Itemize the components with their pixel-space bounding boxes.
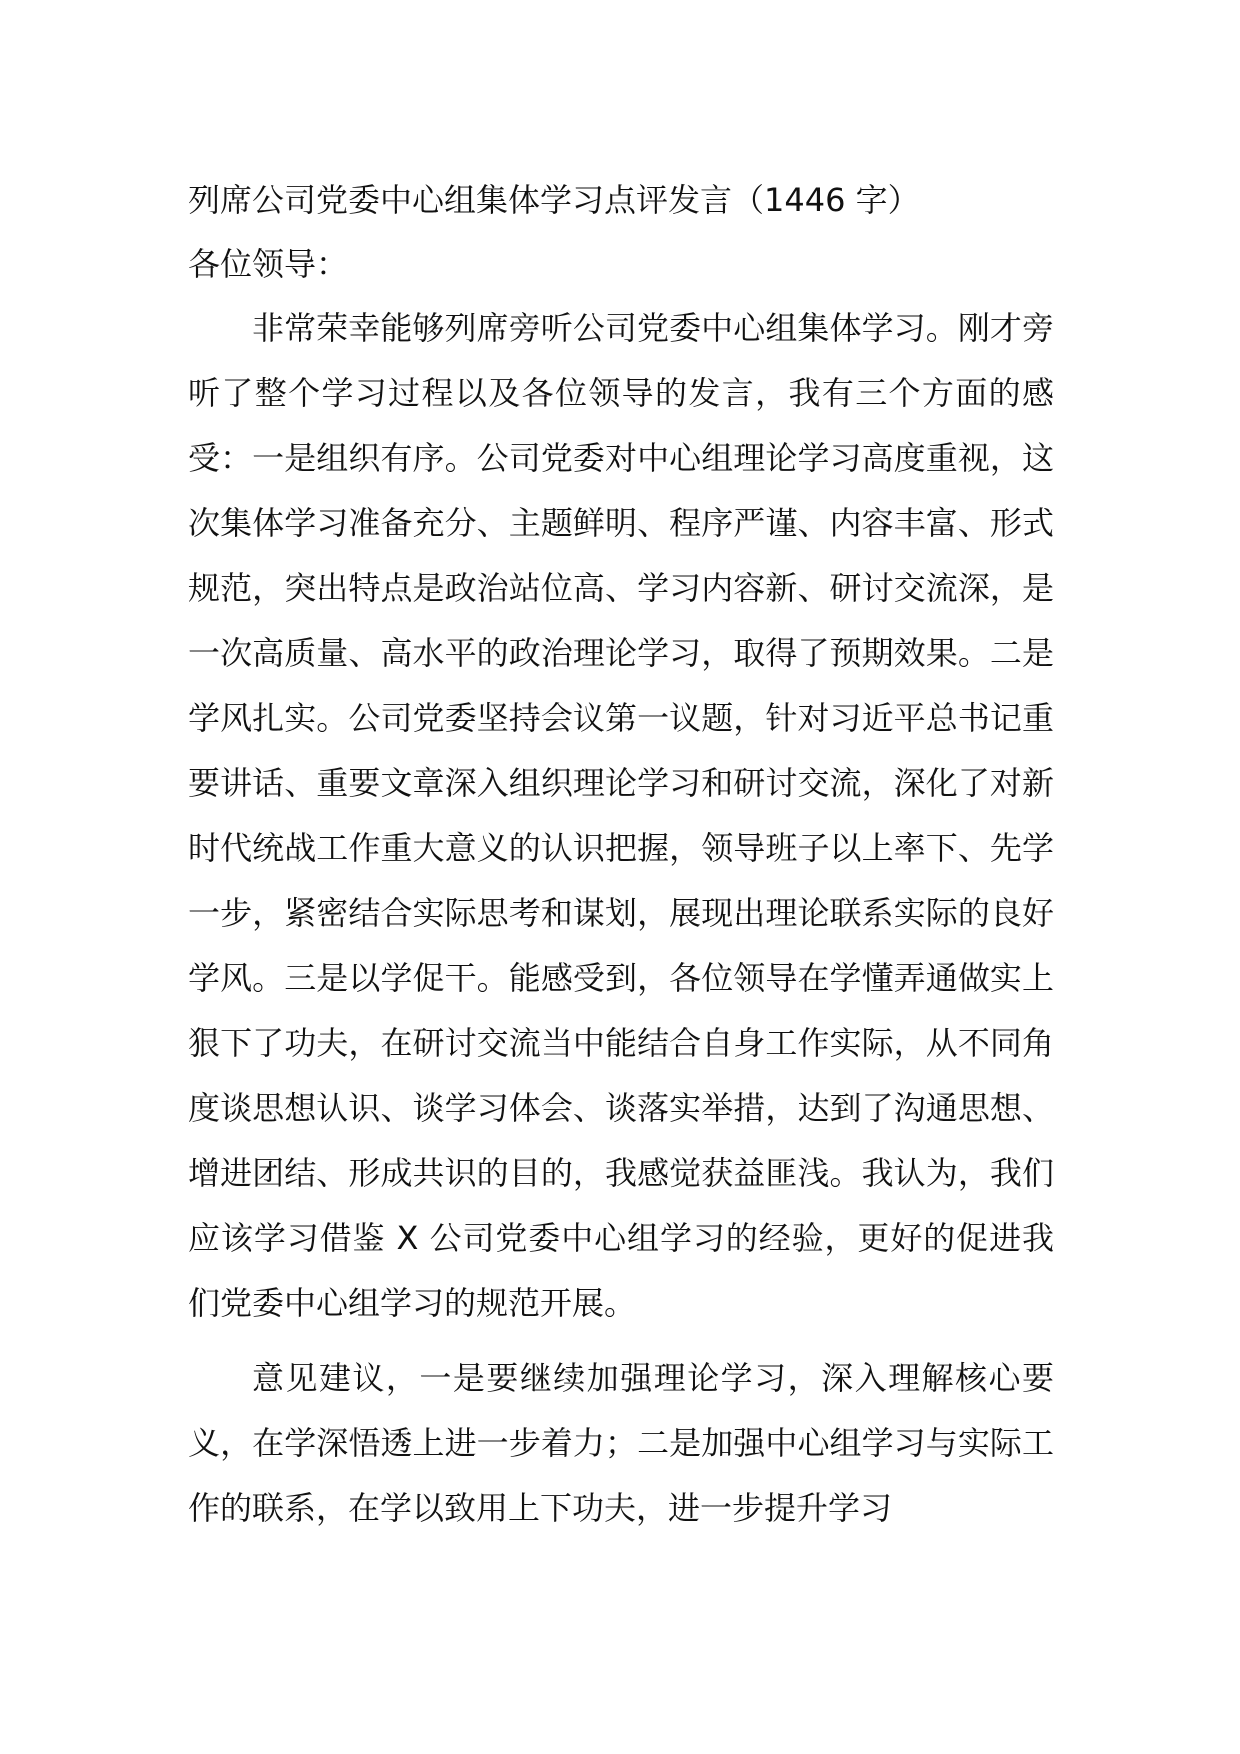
salutation: 各位领导： [188, 245, 349, 283]
document-title: 列席公司党委中心组集体学习点评发言（1446 字） [188, 181, 920, 219]
paragraph-impressions: 非常荣幸能够列席旁听公司党委中心组集体学习。刚才旁听了整个学习过程以及各位领导的发言，我有三个方面的感受：一是组织有序。公司党委对中心组理论学习高度重视，这次集体学习准备充分、主题鲜明、程序严谨、内容丰富、形式规范，突出特点是政治站位高、学习内容新、研讨交流深，是一次高质量、高水平的政治理论学习，取得了预期效果。二是学风扎实。公司党委坚持会议第一议题，针对习近平总书记重要讲话、重要文章深入组织理论学习和研讨交流，深化了对新时代统战工作重大意义的认识把握，领导班子以上率下、先学一步，紧密结合实际思考和谋划，展现出理论联系实际的良好学风。三是以学促干。能感受到，各位领导在学懂弄通做实上狠下了功夫，在研讨交流当中能结合自身工作实际，从不同角度谈思想认识、谈学习体会、谈落实举措，达到了沟通思想、增进团结、形成共识的目的，我感觉获益匪浅。我认为，我们应该学习借鉴 X 公司党委中心组学习的经验，更好的促进我们党委中心组学习的规范开展。 [188, 309, 1054, 1322]
document-page [188, 168, 1054, 1541]
paragraph-suggestions: 意见建议，一是要继续加强理论学习，深入理解核心要义，在学深悟透上进一步着力；二是加强中心组学习与实际工作的联系，在学以致用上下功夫，进一步提升学习 [188, 1359, 1054, 1527]
